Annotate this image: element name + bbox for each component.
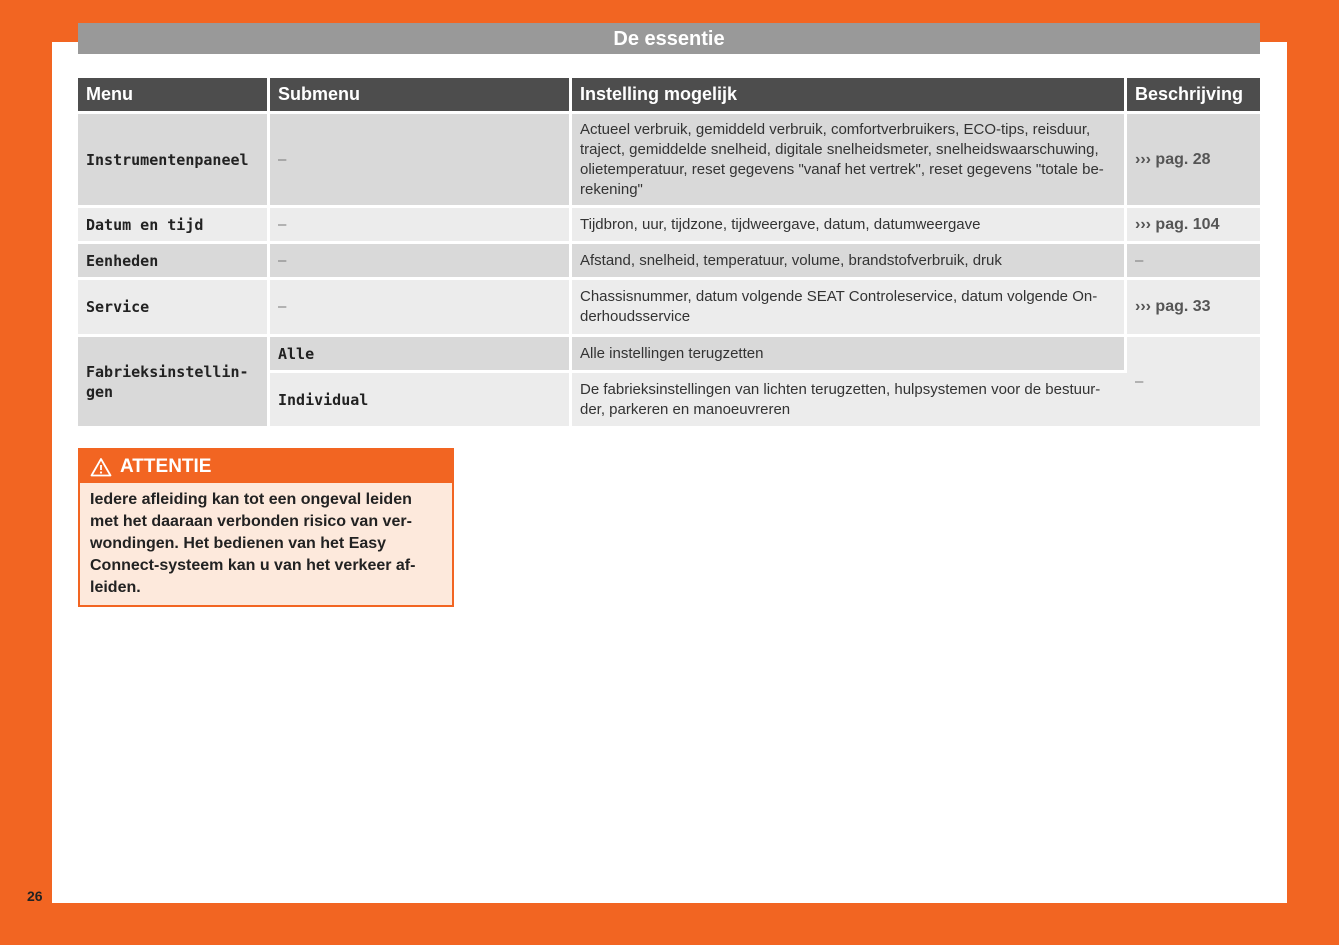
menu-settings-table: [78, 78, 1260, 429]
menu-cell: Eenheden: [78, 244, 270, 280]
warning-text: Iedere afleiding kan tot een ongeval leiden met het daaraan verbonden risico van ver-wondingen. Het bedienen van het Easy Connect-systeem kan u van het verkeer af-leiden.: [90, 491, 416, 596]
settings-cell: De fabrieksinstellingen van lichten terugzetten, hulpsystemen voor de bestuur-der, parkeren en manoeuvreren: [572, 373, 1127, 429]
page-number: 26: [27, 888, 43, 904]
column-header-description: Beschrijving: [1127, 78, 1260, 114]
submenu-cell: –: [270, 280, 572, 337]
table-row: [78, 337, 1260, 373]
column-header-submenu: Submenu: [270, 78, 572, 114]
table-row: [78, 244, 1260, 280]
warning-header: [80, 450, 452, 483]
submenu-cell: –: [270, 244, 572, 280]
menu-cell: Fabrieksinstellin-gen: [78, 337, 270, 429]
table-row: [78, 208, 1260, 244]
submenu-cell: Individual: [270, 373, 572, 429]
settings-cell: Afstand, snelheid, temperatuur, volume, brandstofverbruik, druk: [572, 244, 1127, 280]
table-header-row: [78, 78, 1260, 114]
table-row: [78, 280, 1260, 337]
menu-cell: Datum en tijd: [78, 208, 270, 244]
menu-cell: Instrumentenpaneel: [78, 114, 270, 208]
submenu-cell: –: [270, 208, 572, 244]
description-cell: ››› pag. 104: [1127, 208, 1260, 244]
submenu-cell: –: [270, 114, 572, 208]
settings-cell: Actueel verbruik, gemiddeld verbruik, comfortverbruikers, ECO-tips, reisduur, traject, gemiddelde snelheid, digitale snelheidsmeter, snelheidswaarschuwing, olietemperatuur, reset gegevens "vanaf het vertrek", reset gegevens "totale be-rekening": [572, 114, 1127, 208]
column-header-menu: Menu: [78, 78, 270, 114]
submenu-cell: Alle: [270, 337, 572, 373]
description-cell: –: [1127, 244, 1260, 280]
table-row: [78, 114, 1260, 208]
settings-cell: Chassisnummer, datum volgende SEAT Controleservice, datum volgende On-derhoudsservice: [572, 280, 1127, 337]
settings-cell: Alle instellingen terugzetten: [572, 337, 1127, 373]
menu-cell: Service: [78, 280, 270, 337]
warning-box: [78, 448, 454, 607]
description-cell: ››› pag. 33: [1127, 280, 1260, 337]
description-cell: –: [1127, 337, 1260, 429]
description-cell: ››› pag. 28: [1127, 114, 1260, 208]
warning-title: ATTENTIE: [120, 456, 212, 477]
section-header: De essentie: [78, 23, 1260, 54]
column-header-settings: Instelling mogelijk: [572, 78, 1127, 114]
settings-cell: Tijdbron, uur, tijdzone, tijdweergave, datum, datumweergave: [572, 208, 1127, 244]
warning-triangle-icon: [90, 457, 112, 477]
